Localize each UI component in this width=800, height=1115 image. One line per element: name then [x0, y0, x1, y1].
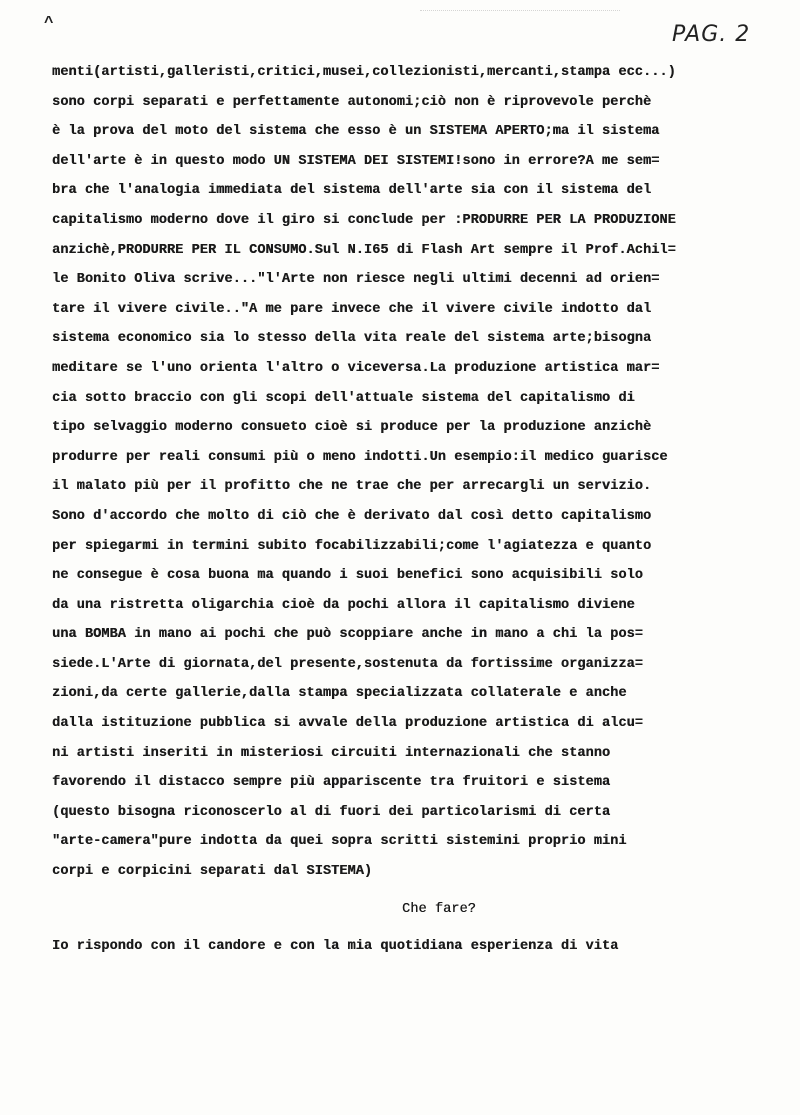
text-line: bra che l'analogia immediata del sistema dell'arte sia con il sistema del	[52, 183, 652, 199]
text-line: ni artisti inseriti in misteriosi circuiti internazionali che stanno	[52, 745, 611, 761]
text-line: sistema economico sia lo stesso della vita reale del sistema arte;bisogna	[52, 331, 652, 347]
text-line: sono corpi separati e perfettamente autonomi;ciò non è riprovevole perchè	[52, 94, 652, 110]
handwritten-page-number: PAG. 2	[672, 22, 751, 47]
text-line: anzichè,PRODURRE PER IL CONSUMO.Sul N.I65 di Flash Art sempre il Prof.Achil=	[52, 242, 676, 258]
text-line: favorendo il distacco sempre più appariscente tra fruitori e sistema	[52, 775, 611, 791]
text-line: menti(artisti,galleristi,critici,musei,collezionisti,mercanti,stampa ecc...)	[52, 65, 676, 80]
text-line: zioni,da certe gallerie,dalla stampa specializzata collaterale e anche	[52, 686, 627, 702]
text-line: (questo bisogna riconoscerlo al di fuori dei particolarismi di certa	[52, 804, 611, 820]
text-line: capitalismo moderno dove il giro si conclude per :PRODURRE PER LA PRODUZIONE	[52, 212, 676, 228]
text-line: corpi e corpicini separati dal SISTEMA)	[52, 864, 373, 880]
text-line: tipo selvaggio moderno consueto cioè si produce per la produzione anzichè	[52, 420, 652, 436]
text-line: Sono d'accordo che molto di ciò che è derivato dal così detto capitalismo	[52, 508, 652, 524]
text-line: ne consegue è cosa buona ma quando i suoi benefici sono acquisibili solo	[52, 568, 643, 584]
text-line: dalla istituzione pubblica si avvale della produzione artistica di alcu=	[52, 716, 643, 732]
section-heading: Che fare?	[402, 901, 476, 917]
text-line: siede.L'Arte di giornata,del presente,sostenuta da fortissime organizza=	[52, 656, 643, 672]
text-line: da una ristretta oligarchia cioè da pochi allora il capitalismo diviene	[52, 597, 635, 613]
text-line: è la prova del moto del sistema che esso è un SISTEMA APERTO;ma il sistema	[52, 124, 660, 140]
typewritten-body	[52, 58, 792, 962]
text-line: meditare se l'uno orienta l'altro o viceversa.La produzione artistica mar=	[52, 360, 660, 376]
text-line: una BOMBA in mano ai pochi che può scoppiare anche in mano a chi la pos=	[52, 627, 643, 643]
text-line: produrre per reali consumi più o meno indotti.Un esempio:il medico guarisce	[52, 449, 668, 465]
text-line: le Bonito Oliva scrive..."l'Arte non riesce negli ultimi decenni ad orien=	[52, 272, 660, 288]
corner-mark: ^	[44, 14, 54, 32]
scan-artifact	[420, 10, 620, 15]
text-line: per spiegarmi in termini subito focabilizzabili;come l'agiatezza e quanto	[52, 538, 652, 554]
text-line: tare il vivere civile.."A me pare invece che il vivere civile indotto dal	[52, 301, 652, 317]
text-line: il malato più per il profitto che ne trae che per arrecargli un servizio.	[52, 479, 652, 495]
text-line: "arte-camera"pure indotta da quei sopra scritti sistemini proprio mini	[52, 834, 627, 850]
text-line: dell'arte è in questo modo UN SISTEMA DEI SISTEMI!sono in errore?A me sem=	[52, 153, 660, 169]
text-line: cia sotto braccio con gli scopi dell'attuale sistema del capitalismo di	[52, 390, 635, 406]
text-line: Io rispondo con il candore e con la mia quotidiana esperienza di vita	[52, 939, 619, 955]
